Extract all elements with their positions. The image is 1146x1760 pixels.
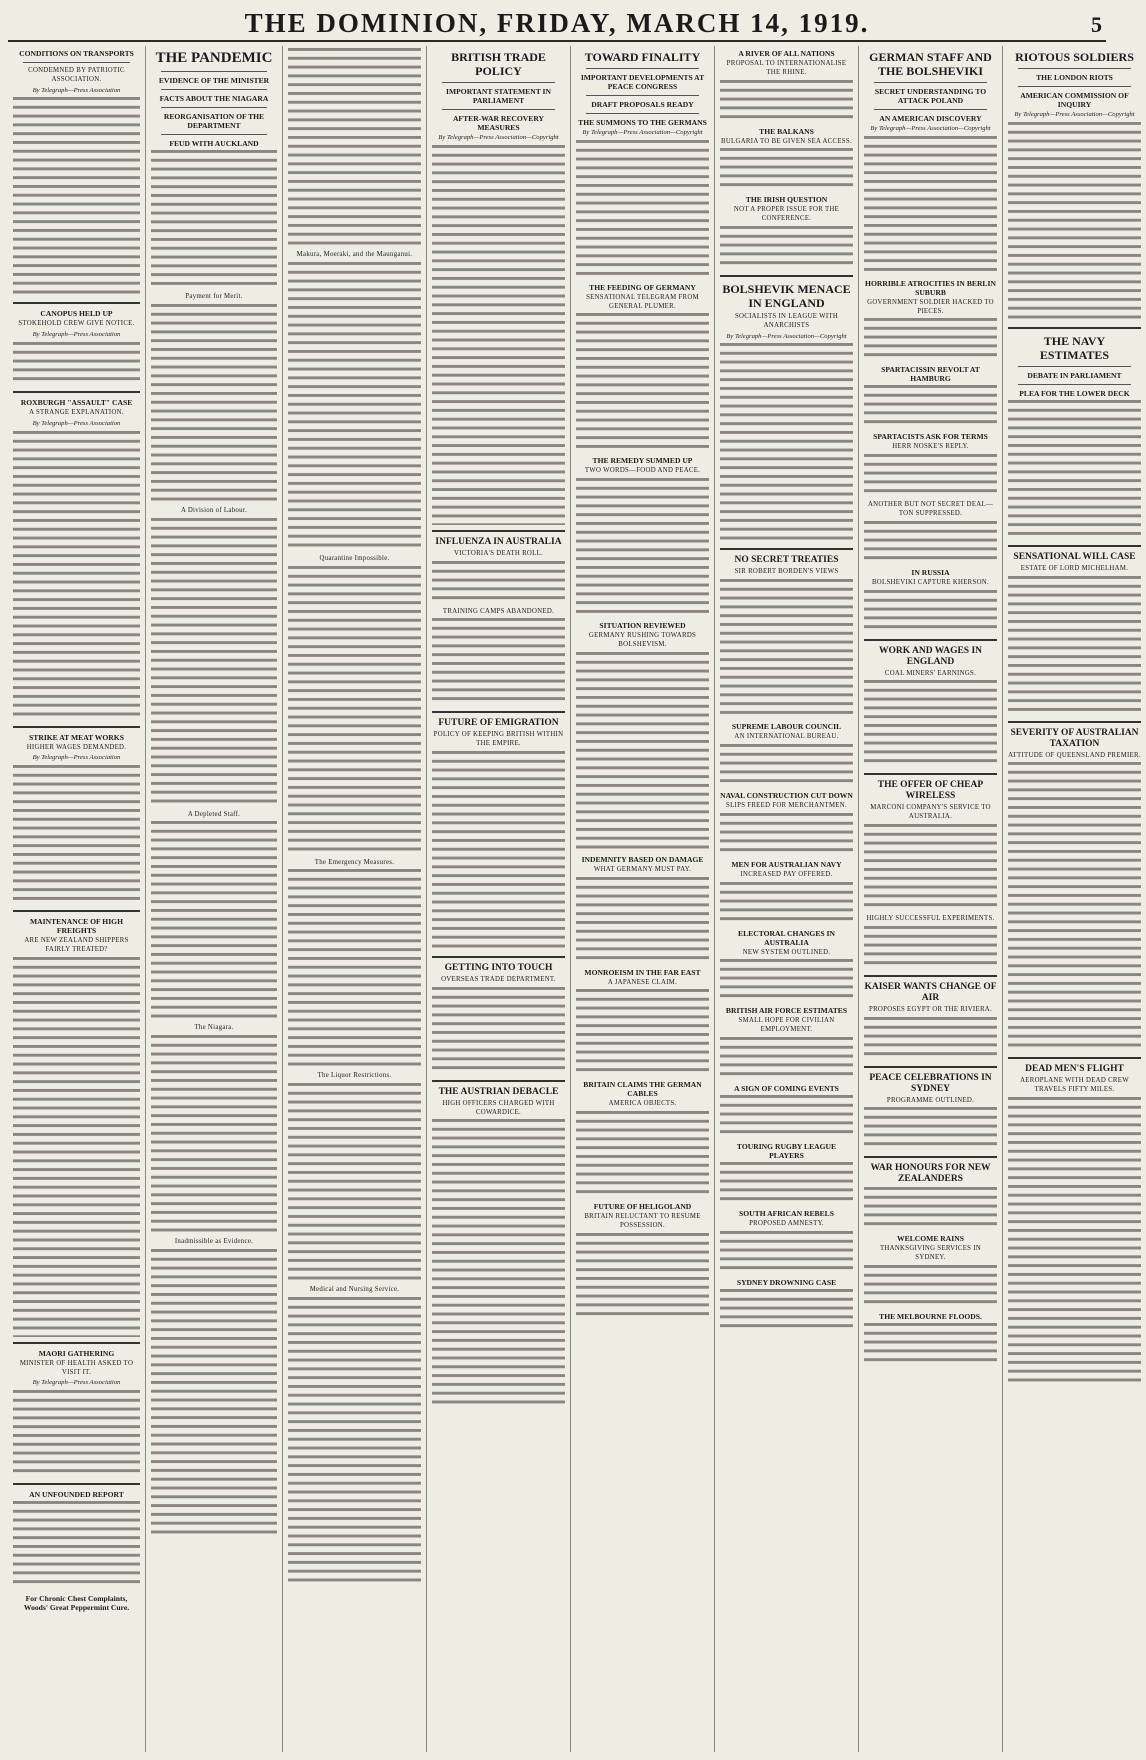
article-body [864,680,997,768]
headline: MAORI GATHERING [38,1348,115,1358]
article-body [576,989,709,1077]
headline: TOWARD FINALITY [584,50,701,64]
article-body [288,1083,421,1283]
subhead: HERR NOSKE'S REPLY. [892,443,969,451]
divider [13,1342,140,1344]
headline: GETTING INTO TOUCH [444,962,553,973]
subhead: BULGARIA TO BE GIVEN SEA ACCESS. [721,137,852,145]
article-body [288,262,421,552]
headline: THE FEEDING OF GERMANY [589,282,696,292]
article-body [864,454,997,498]
headline: A RIVER OF ALL NATIONS [738,49,835,58]
page-number: 5 [1091,12,1102,37]
headline: CONDITIONS ON TRANSPORTS [19,49,134,58]
column-2 [145,46,282,1752]
headline: DEAD MEN'S FLIGHT [1025,1064,1124,1075]
subhead: EVIDENCE OF THE MINISTER [158,76,270,85]
divider [442,109,555,110]
article-body [288,566,421,856]
article-body [864,824,997,912]
article-body [151,304,277,504]
article-body [864,1187,997,1231]
byline: By Telegraph—Press Association [32,1379,121,1387]
subhead: CONDEMNED BY PATRIOTIC ASSOCIATION. [28,67,125,83]
subhead: ATTITUDE OF QUEENSLAND PREMIER. [1008,751,1141,759]
divider [13,391,140,393]
subhead: GOVERNMENT SOLDIER HACKED TO PIECES. [867,298,994,315]
article-body [13,1390,140,1478]
subhead: ANOTHER BUT NOT SECRET DEAL—TON SUPPRESSED. [867,501,994,517]
subhead: DRAFT PROPOSALS READY [591,100,694,109]
article-body [864,385,997,429]
subhead: AN INTERNATIONAL BUREAU. [734,733,839,741]
advertisement: For Chronic Chest Complaints, Woods' Great Peppermint Cure. [23,1594,130,1612]
article-body [432,1119,565,1409]
divider [1008,1057,1141,1059]
headline: KAISER WANTS CHANGE OF AIR [864,981,997,1003]
inline-head: Payment for Merit. [185,293,243,300]
article-body [576,313,709,453]
headline: THE OFFER OF CHEAP WIRELESS [877,780,984,802]
article-body [13,431,140,721]
headline: CANOPUS HELD UP [40,309,113,319]
divider [1008,545,1141,547]
subhead: THANKSGIVING SERVICES IN SYDNEY. [879,1245,982,1262]
article-body [720,1289,853,1333]
subhead: AN AMERICAN DISCOVERY [879,114,982,123]
masthead-title: THE DOMINION, FRIDAY, MARCH 14, 1919. [244,8,870,38]
article-body [1008,1097,1141,1387]
inline-head: A Division of Labour. [181,506,247,514]
divider [1018,68,1131,69]
divider [432,530,565,532]
headline: STRIKE AT MEAT WORKS [29,732,124,742]
headline: ROXBURGH "ASSAULT" CASE [20,397,133,407]
headline: AN UNFOUNDED REPORT [29,1490,124,1500]
subhead: AFTER-WAR RECOVERY MEASURES [452,114,545,132]
article-body [432,618,565,706]
headline: WAR HONOURS FOR NEW ZEALANDERS [870,1163,991,1185]
headline: BRITISH TRADE POLICY [451,50,546,78]
byline: By Telegraph—Press Association—Copyright [870,125,991,132]
article-body [864,1265,997,1309]
headline: MAINTENANCE OF HIGH FREIGHTS [30,917,123,936]
subhead: SECRET UNDERSTANDING TO ATTACK POLAND [874,87,987,105]
byline: By Telegraph—Press Association [32,419,121,427]
divider [442,82,555,83]
article-body [720,579,853,719]
article-body [576,652,709,852]
headline: BRITISH AIR FORCE ESTIMATES [725,1006,848,1016]
headline: FUTURE OF EMIGRATION [438,718,559,729]
inline-head: A Depleted Staff. [187,810,241,818]
subhead: PROGRAMME OUTLINED. [886,1096,975,1104]
headline: THE NAVY ESTIMATES [1039,333,1110,362]
byline: By Telegraph—Press Association [32,86,121,94]
masthead [8,6,1106,42]
headline: WELCOME RAINS [897,1234,964,1244]
article-body [720,1095,853,1139]
article-body [1008,762,1141,1052]
divider [432,956,565,958]
subhead: VICTORIA'S DEATH ROLL. [453,549,544,557]
divider [874,109,987,110]
article-body [864,136,997,276]
byline: By Telegraph—Press Association—Copyright [1014,111,1135,118]
headline: THE MELBOURNE FLOODS. [879,1311,982,1321]
subhead: POLICY OF KEEPING BRITISH WITHIN THE EMPIRE. [433,731,564,748]
article-body [576,1233,709,1321]
article-body [720,148,853,192]
article-body [864,926,997,970]
article-body [864,1323,997,1367]
article-body [1008,400,1141,540]
column-1 [8,46,145,1752]
headline: SENSATIONAL WILL CASE [1013,551,1136,562]
subhead: TRAINING CAMPS ABANDONED. [442,607,555,615]
subhead: SLIPS FREED FOR MERCHANTMEN. [726,801,847,809]
headline: SOUTH AFRICAN REBELS [739,1208,834,1218]
inline-head: Inadmissible as Evidence. [174,1238,254,1246]
column-5 [570,46,714,1752]
divider [161,71,267,72]
inline-head: Medical and Nursing Service. [309,1286,400,1294]
headline: SEVERITY OF AUSTRALIAN TAXATION [1010,727,1139,749]
article-body [720,1231,853,1275]
subhead: INCREASED PAY OFFERED. [740,870,833,878]
divider [864,1066,997,1068]
article-body [13,765,140,905]
subhead: GERMANY RUSHING TOWARDS BOLSHEVISM. [588,632,697,648]
divider [864,975,997,977]
headline: BOLSHEVIK MENACE IN ENGLAND [722,281,851,310]
divider [864,639,997,641]
subhead: FEUD WITH AUCKLAND [169,139,259,148]
subhead: PLEA FOR THE LOWER DECK [1019,388,1130,398]
article-body [720,813,853,857]
article-body [432,145,565,525]
divider [161,107,267,108]
article-body [151,1035,277,1235]
subhead: FACTS ABOUT THE NIAGARA [159,94,269,103]
subhead: ARE NEW ZEALAND SHIPPERS FAIRLY TREATED? [24,937,129,953]
article-body [720,882,853,926]
divider [432,1080,565,1082]
article-body [864,590,997,634]
subhead: REORGANISATION OF THE DEPARTMENT [163,112,265,130]
headline: INFLUENZA IN AUSTRALIA [435,536,562,547]
headline: ELECTORAL CHANGES IN AUSTRALIA [738,928,835,947]
subhead: MINISTER OF HEALTH ASKED TO VISIT IT. [19,1359,134,1376]
subhead: SIR ROBERT BORDEN'S VIEWS [734,568,839,576]
article-body [288,869,421,1069]
article-body [1008,576,1141,716]
headline: SUPREME LABOUR COUNCIL [731,722,842,732]
byline: By Telegraph—Press Association [32,754,121,762]
divider [586,113,699,114]
subhead: IMPORTANT DEVELOPMENTS AT PEACE CONGRESS [580,73,705,91]
inline-head: The Emergency Measures. [314,858,395,866]
subhead: A STRANGE EXPLANATION. [29,408,124,416]
subhead: PROPOSED AMNESTY. [749,1219,824,1227]
article-body [13,957,140,1337]
subhead: AMERICAN COMMISSION OF INQUIRY [1020,91,1129,109]
divider [864,1156,997,1158]
article-body [720,226,853,270]
article-body [576,478,709,618]
article-body [432,561,565,605]
column-8 [1002,46,1146,1752]
divider [1008,721,1141,723]
subhead: SMALL HOPE FOR CIVILIAN EMPLOYMENT. [738,1017,835,1034]
subhead: BRITAIN RELUCTANT TO RESUME POSSESSION. [584,1213,701,1229]
article-body [288,48,421,248]
headline: SITUATION REVIEWED [599,621,686,631]
divider [161,134,267,135]
divider [586,68,699,69]
divider [586,95,699,96]
headline: THE REMEDY SUMMED UP [592,456,693,466]
article-body [576,1111,709,1199]
subhead: THE SUMMONS TO THE GERMANS [578,118,707,127]
headline: GERMAN STAFF AND THE BOLSHEVIKI [869,50,992,78]
subhead: NEW SYSTEM OUTLINED. [742,948,831,956]
article-body [432,987,565,1075]
divider [13,1483,140,1485]
headline: THE AUSTRIAN DEBACLE [438,1086,559,1097]
article-body [1008,122,1141,322]
subhead: AEROPLANE WITH DEAD CREW TRAVELS FIFTY MILES. [1020,1077,1129,1094]
headline: NAVAL CONSTRUCTION CUT DOWN [720,790,853,800]
divider [161,89,267,90]
subhead: IMPORTANT STATEMENT IN PARLIAMENT [446,87,551,105]
subhead: HIGHER WAGES DEMANDED. [26,743,127,751]
divider [1018,86,1131,87]
column-3 [282,46,426,1752]
divider [1008,327,1141,329]
divider [23,62,130,63]
subhead: COAL MINERS' EARNINGS. [884,669,977,677]
headline: BRITAIN CLAIMS THE GERMAN CABLES [583,1080,702,1099]
headline: A SIGN OF COMING EVENTS [734,1083,839,1093]
article-body [720,1037,853,1081]
article-body [288,1297,421,1587]
article-body [720,80,853,124]
divider [864,773,997,775]
article-body [151,150,277,290]
inline-head: Makura, Moeraki, and the Maunganui. [296,251,413,258]
divider [720,275,853,277]
article-body [576,140,709,280]
article-body [864,521,997,565]
headline: IN RUSSIA [911,567,950,577]
subhead: SENSATIONAL TELEGRAM FROM GENERAL PLUMER. [586,293,699,310]
headline: RIOTOUS SOLDIERS [1015,50,1134,64]
article-body [864,318,997,362]
headline: TOURING RUGBY LEAGUE PLAYERS [736,1141,837,1160]
subhead: BOLSHEVIKI CAPTURE KHERSON. [871,578,990,586]
subhead: STOKEHOLD CREW GIVE NOTICE. [18,320,135,328]
divider [13,910,140,912]
article-body [720,343,853,543]
inline-head: The Liquor Restrictions. [317,1072,392,1080]
byline: By Telegraph—Press Association—Copyright [438,134,559,141]
subhead: PROPOSES EGYPT OR THE RIVIERA. [869,1005,992,1013]
subhead: A JAPANESE CLAIM. [607,978,678,986]
headline: SPARTACISTS ASK FOR TERMS [873,432,988,442]
divider [874,82,987,83]
headline: THE PANDEMIC [155,50,273,66]
headline: THE BALKANS [759,126,814,136]
article-body [151,1249,277,1539]
article-body [720,744,853,788]
headline: SPARTACISSIN REVOLT AT HAMBURG [881,365,980,384]
headline: MONROEISM IN THE FAR EAST [584,967,701,977]
subhead: ESTATE OF LORD MICHELHAM. [1020,564,1129,572]
headline: NO SECRET TREATIES [734,555,839,566]
headline: HORRIBLE ATROCITIES IN BERLIN SUBURB [865,278,996,297]
columns [8,46,1141,1752]
article-body [13,1501,140,1589]
headline: MEN FOR AUSTRALIAN NAVY [731,859,842,869]
article-body [864,1017,997,1061]
headline: FUTURE OF HELIGOLAND [593,1202,692,1212]
byline: By Telegraph—Press Association [32,331,121,339]
divider [432,711,565,713]
subhead: PROPOSAL TO INTERNATIONALISE THE RHINE. [726,60,847,76]
inline-head: Quarantine Impossible. [319,554,390,562]
column-7 [858,46,1002,1752]
article-body [13,342,140,386]
article-body [151,518,277,808]
column-6 [714,46,858,1752]
article-body [864,1107,997,1151]
subhead: TWO WORDS—FOOD AND PEACE. [584,467,701,475]
headline: THE IRISH QUESTION [745,195,828,205]
divider [1018,366,1131,367]
subhead: THE LONDON RIOTS [1036,73,1113,82]
article-body [432,751,565,951]
headline: INDEMNITY BASED ON DAMAGE [581,854,704,864]
inline-head: The Niagara. [194,1024,234,1032]
headline: PEACE CELEBRATIONS IN SYDNEY [869,1072,992,1094]
divider [13,726,140,728]
article-body [720,959,853,1003]
subhead: NOT A PROPER ISSUE FOR THE CONFERENCE. [733,206,840,223]
subhead: HIGHLY SUCCESSFUL EXPERIMENTS. [866,914,995,922]
article-body [720,1162,853,1206]
byline: By Telegraph—Press Association—Copyright [726,332,847,340]
subhead: SOCIALISTS IN LEAGUE WITH ANARCHISTS [734,312,839,329]
subhead: HIGH OFFICERS CHARGED WITH COWARDICE. [442,1099,555,1116]
column-4 [426,46,570,1752]
headline: SYDNEY DROWNING CASE [736,1277,837,1287]
subhead: OVERSEAS TRADE DEPARTMENT. [441,975,556,983]
divider [1018,384,1131,385]
subhead: DEBATE IN PARLIAMENT [1027,370,1122,380]
headline: WORK AND WAGES IN ENGLAND [878,645,983,667]
subhead: WHAT GERMANY MUST PAY. [593,865,692,873]
article-body [576,877,709,965]
subhead: AMERICA OBJECTS. [608,1100,677,1108]
article-body [13,97,140,297]
article-body [151,821,277,1021]
byline: By Telegraph—Press Association—Copyright [582,129,703,136]
divider [13,302,140,304]
divider [720,548,853,550]
subhead: MARCONI COMPANY'S SERVICE TO AUSTRALIA. [870,804,991,821]
